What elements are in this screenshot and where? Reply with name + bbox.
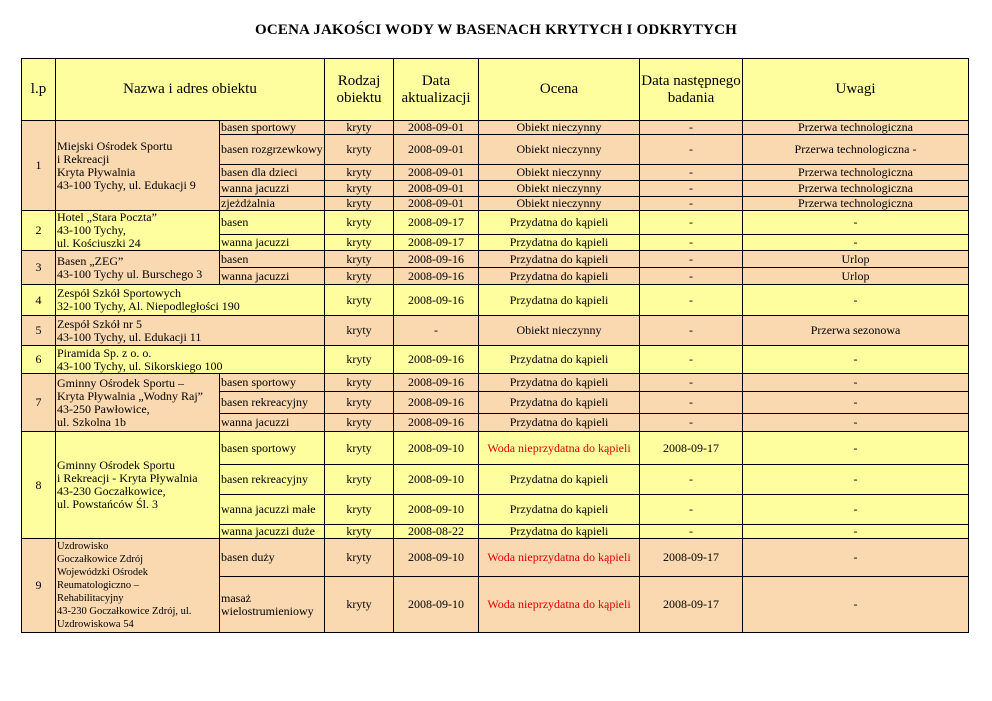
table-row bbox=[22, 251, 969, 268]
basin-type: wanna jacuzzi bbox=[220, 181, 325, 197]
next-test-date: - bbox=[640, 121, 743, 135]
object-type: kryty bbox=[325, 414, 394, 432]
basin-type: basen sportowy bbox=[220, 374, 325, 392]
update-date: - bbox=[394, 316, 479, 346]
remarks: - bbox=[743, 234, 969, 250]
remarks: - bbox=[743, 285, 969, 316]
basin-type: wanna jacuzzi małe bbox=[220, 495, 325, 525]
assessment: Obiekt nieczynny bbox=[479, 165, 640, 181]
basin-type: wanna jacuzzi bbox=[220, 234, 325, 250]
assessment: Przydatna do kąpieli bbox=[479, 392, 640, 414]
row-lp: 8 bbox=[22, 432, 56, 539]
remarks: - bbox=[743, 346, 969, 374]
update-date: 2008-09-17 bbox=[394, 211, 479, 235]
update-date: 2008-09-16 bbox=[394, 268, 479, 285]
next-test-date: - bbox=[640, 197, 743, 211]
remarks: - bbox=[743, 495, 969, 525]
assessment: Przydatna do kąpieli bbox=[479, 251, 640, 268]
update-date: 2008-09-16 bbox=[394, 414, 479, 432]
header-lp: l.p bbox=[22, 59, 56, 121]
header-rodzaj: Rodzaj obiektu bbox=[325, 59, 394, 121]
basin-type: masaż wielostrumieniowy bbox=[220, 577, 325, 633]
next-test-date: - bbox=[640, 135, 743, 165]
row-lp: 7 bbox=[22, 374, 56, 432]
assessment: Obiekt nieczynny bbox=[479, 197, 640, 211]
update-date: 2008-09-10 bbox=[394, 465, 479, 495]
assessment: Obiekt nieczynny bbox=[479, 121, 640, 135]
facility-name: Miejski Ośrodek Sportu i Rekreacji Kryta Pływalnia 43-100 Tychy, ul. Edukacji 9 bbox=[56, 121, 220, 211]
object-type: kryty bbox=[325, 181, 394, 197]
object-type: kryty bbox=[325, 432, 394, 465]
basin-type: basen rekreacyjny bbox=[220, 465, 325, 495]
assessment: Obiekt nieczynny bbox=[479, 316, 640, 346]
document-title: OCENA JAKOŚCI WODY W BASENACH KRYTYCH I ODKRYTYCH bbox=[254, 22, 737, 38]
assessment: Przydatna do kąpieli bbox=[479, 285, 640, 316]
next-test-date: - bbox=[640, 268, 743, 285]
update-date: 2008-09-10 bbox=[394, 495, 479, 525]
next-test-date: - bbox=[640, 181, 743, 197]
update-date: 2008-09-16 bbox=[394, 374, 479, 392]
remarks: - bbox=[743, 432, 969, 465]
assessment: Przydatna do kąpieli bbox=[479, 346, 640, 374]
update-date: 2008-09-01 bbox=[394, 135, 479, 165]
remarks: Urlop bbox=[743, 268, 969, 285]
next-test-date: 2008-09-17 bbox=[640, 432, 743, 465]
object-type: kryty bbox=[325, 165, 394, 181]
table-row bbox=[22, 346, 969, 374]
remarks: - bbox=[743, 374, 969, 392]
next-test-date: - bbox=[640, 234, 743, 250]
object-type: kryty bbox=[325, 392, 394, 414]
object-type: kryty bbox=[325, 121, 394, 135]
assessment: Woda nieprzydatna do kąpieli bbox=[479, 539, 640, 577]
remarks: Przerwa technologiczna bbox=[743, 197, 969, 211]
assessment: Przydatna do kąpieli bbox=[479, 414, 640, 432]
remarks: Przerwa technologiczna - bbox=[743, 135, 969, 165]
object-type: kryty bbox=[325, 211, 394, 235]
basin-type: wanna jacuzzi bbox=[220, 414, 325, 432]
next-test-date: 2008-09-17 bbox=[640, 577, 743, 633]
update-date: 2008-09-01 bbox=[394, 181, 479, 197]
row-lp: 1 bbox=[22, 121, 56, 211]
next-test-date: - bbox=[640, 285, 743, 316]
assessment: Przydatna do kąpieli bbox=[479, 268, 640, 285]
remarks: Przerwa technologiczna bbox=[743, 121, 969, 135]
water-quality-table bbox=[21, 58, 969, 633]
object-type: kryty bbox=[325, 495, 394, 525]
remarks: Przerwa technologiczna bbox=[743, 181, 969, 197]
header-nazwa: Nazwa i adres obiektu bbox=[56, 59, 325, 121]
assessment: Przydatna do kąpieli bbox=[479, 495, 640, 525]
basin-type: basen sportowy bbox=[220, 432, 325, 465]
header-ocena: Ocena bbox=[479, 59, 640, 121]
facility-name: Hotel „Stara Poczta” 43-100 Tychy, ul. Kościuszki 24 bbox=[56, 211, 220, 251]
remarks: Urlop bbox=[743, 251, 969, 268]
update-date: 2008-09-17 bbox=[394, 234, 479, 250]
basin-type: wanna jacuzzi duże bbox=[220, 525, 325, 539]
table-row bbox=[22, 374, 969, 392]
update-date: 2008-09-01 bbox=[394, 121, 479, 135]
update-date: 2008-08-22 bbox=[394, 525, 479, 539]
remarks: - bbox=[743, 392, 969, 414]
next-test-date: - bbox=[640, 392, 743, 414]
remarks: - bbox=[743, 577, 969, 633]
update-date: 2008-09-01 bbox=[394, 165, 479, 181]
object-type: kryty bbox=[325, 135, 394, 165]
next-test-date: 2008-09-17 bbox=[640, 539, 743, 577]
object-type: kryty bbox=[325, 316, 394, 346]
object-type: kryty bbox=[325, 465, 394, 495]
table-row bbox=[22, 121, 969, 135]
remarks: - bbox=[743, 465, 969, 495]
facility-name: Uzdrowisko Goczałkowice Zdrój Wojewódzki Ośrodek Reumatologiczno – Rehabilitacyjny 43-230 Goczałkowice Zdrój, ul. Uzdrowiskowa 54 bbox=[56, 539, 220, 633]
object-type: kryty bbox=[325, 539, 394, 577]
next-test-date: - bbox=[640, 165, 743, 181]
object-type: kryty bbox=[325, 251, 394, 268]
object-type: kryty bbox=[325, 197, 394, 211]
update-date: 2008-09-16 bbox=[394, 346, 479, 374]
table-row bbox=[22, 285, 969, 316]
update-date: 2008-09-10 bbox=[394, 432, 479, 465]
remarks: - bbox=[743, 525, 969, 539]
update-date: 2008-09-16 bbox=[394, 285, 479, 316]
update-date: 2008-09-10 bbox=[394, 577, 479, 633]
facility-name: Zespół Szkół Sportowych 32-100 Tychy, Al. Niepodległości 190 bbox=[56, 285, 325, 316]
assessment: Obiekt nieczynny bbox=[479, 181, 640, 197]
basin-type: basen duży bbox=[220, 539, 325, 577]
table-row bbox=[22, 211, 969, 235]
remarks: - bbox=[743, 414, 969, 432]
remarks: Przerwa sezonowa bbox=[743, 316, 969, 346]
row-lp: 6 bbox=[22, 346, 56, 374]
object-type: kryty bbox=[325, 577, 394, 633]
assessment: Przydatna do kąpieli bbox=[479, 234, 640, 250]
object-type: kryty bbox=[325, 525, 394, 539]
table-row bbox=[22, 432, 969, 465]
next-test-date: - bbox=[640, 251, 743, 268]
remarks: - bbox=[743, 211, 969, 235]
assessment: Przydatna do kąpieli bbox=[479, 374, 640, 392]
header-data-nastepnego: Data następnego badania bbox=[640, 59, 743, 121]
assessment: Obiekt nieczynny bbox=[479, 135, 640, 165]
facility-name: Piramida Sp. z o. o. 43-100 Tychy, ul. Sikorskiego 100 bbox=[56, 346, 325, 374]
object-type: kryty bbox=[325, 374, 394, 392]
facility-name: Basen „ZEG” 43-100 Tychy ul. Burschego 3 bbox=[56, 251, 220, 285]
row-lp: 5 bbox=[22, 316, 56, 346]
update-date: 2008-09-16 bbox=[394, 392, 479, 414]
basin-type: basen bbox=[220, 211, 325, 235]
header-row bbox=[22, 59, 969, 121]
header-data-aktualizacji: Data aktualizacji bbox=[394, 59, 479, 121]
next-test-date: - bbox=[640, 316, 743, 346]
next-test-date: - bbox=[640, 525, 743, 539]
assessment: Przydatna do kąpieli bbox=[479, 525, 640, 539]
next-test-date: - bbox=[640, 346, 743, 374]
next-test-date: - bbox=[640, 211, 743, 235]
next-test-date: - bbox=[640, 414, 743, 432]
update-date: 2008-09-10 bbox=[394, 539, 479, 577]
remarks: Przerwa technologiczna bbox=[743, 165, 969, 181]
row-lp: 3 bbox=[22, 251, 56, 285]
update-date: 2008-09-01 bbox=[394, 197, 479, 211]
next-test-date: - bbox=[640, 465, 743, 495]
facility-name: Gminny Ośrodek Sportu i Rekreacji - Kryta Pływalnia 43-230 Goczałkowice, ul. Powstańców Śl. 3 bbox=[56, 432, 220, 539]
assessment: Przydatna do kąpieli bbox=[479, 211, 640, 235]
update-date: 2008-09-16 bbox=[394, 251, 479, 268]
facility-name: Zespół Szkół nr 5 43-100 Tychy, ul. Edukacji 11 bbox=[56, 316, 325, 346]
next-test-date: - bbox=[640, 495, 743, 525]
object-type: kryty bbox=[325, 234, 394, 250]
assessment: Przydatna do kąpieli bbox=[479, 465, 640, 495]
assessment: Woda nieprzydatna do kąpieli bbox=[479, 577, 640, 633]
table-row bbox=[22, 316, 969, 346]
basin-type: basen rekreacyjny bbox=[220, 392, 325, 414]
row-lp: 9 bbox=[22, 539, 56, 633]
assessment: Woda nieprzydatna do kąpieli bbox=[479, 432, 640, 465]
basin-type: basen bbox=[220, 251, 325, 268]
basin-type: wanna jacuzzi bbox=[220, 268, 325, 285]
basin-type: basen rozgrzewkowy bbox=[220, 135, 325, 165]
basin-type: basen sportowy bbox=[220, 121, 325, 135]
facility-name: Gminny Ośrodek Sportu – Kryta Pływalnia „Wodny Raj” 43-250 Pawłowice, ul. Szkolna 1b bbox=[56, 374, 220, 432]
table-row bbox=[22, 539, 969, 577]
basin-type: zjeżdżalnia bbox=[220, 197, 325, 211]
row-lp: 4 bbox=[22, 285, 56, 316]
object-type: kryty bbox=[325, 268, 394, 285]
remarks: - bbox=[743, 539, 969, 577]
header-uwagi: Uwagi bbox=[743, 59, 969, 121]
object-type: kryty bbox=[325, 285, 394, 316]
basin-type: basen dla dzieci bbox=[220, 165, 325, 181]
next-test-date: - bbox=[640, 374, 743, 392]
row-lp: 2 bbox=[22, 211, 56, 251]
object-type: kryty bbox=[325, 346, 394, 374]
